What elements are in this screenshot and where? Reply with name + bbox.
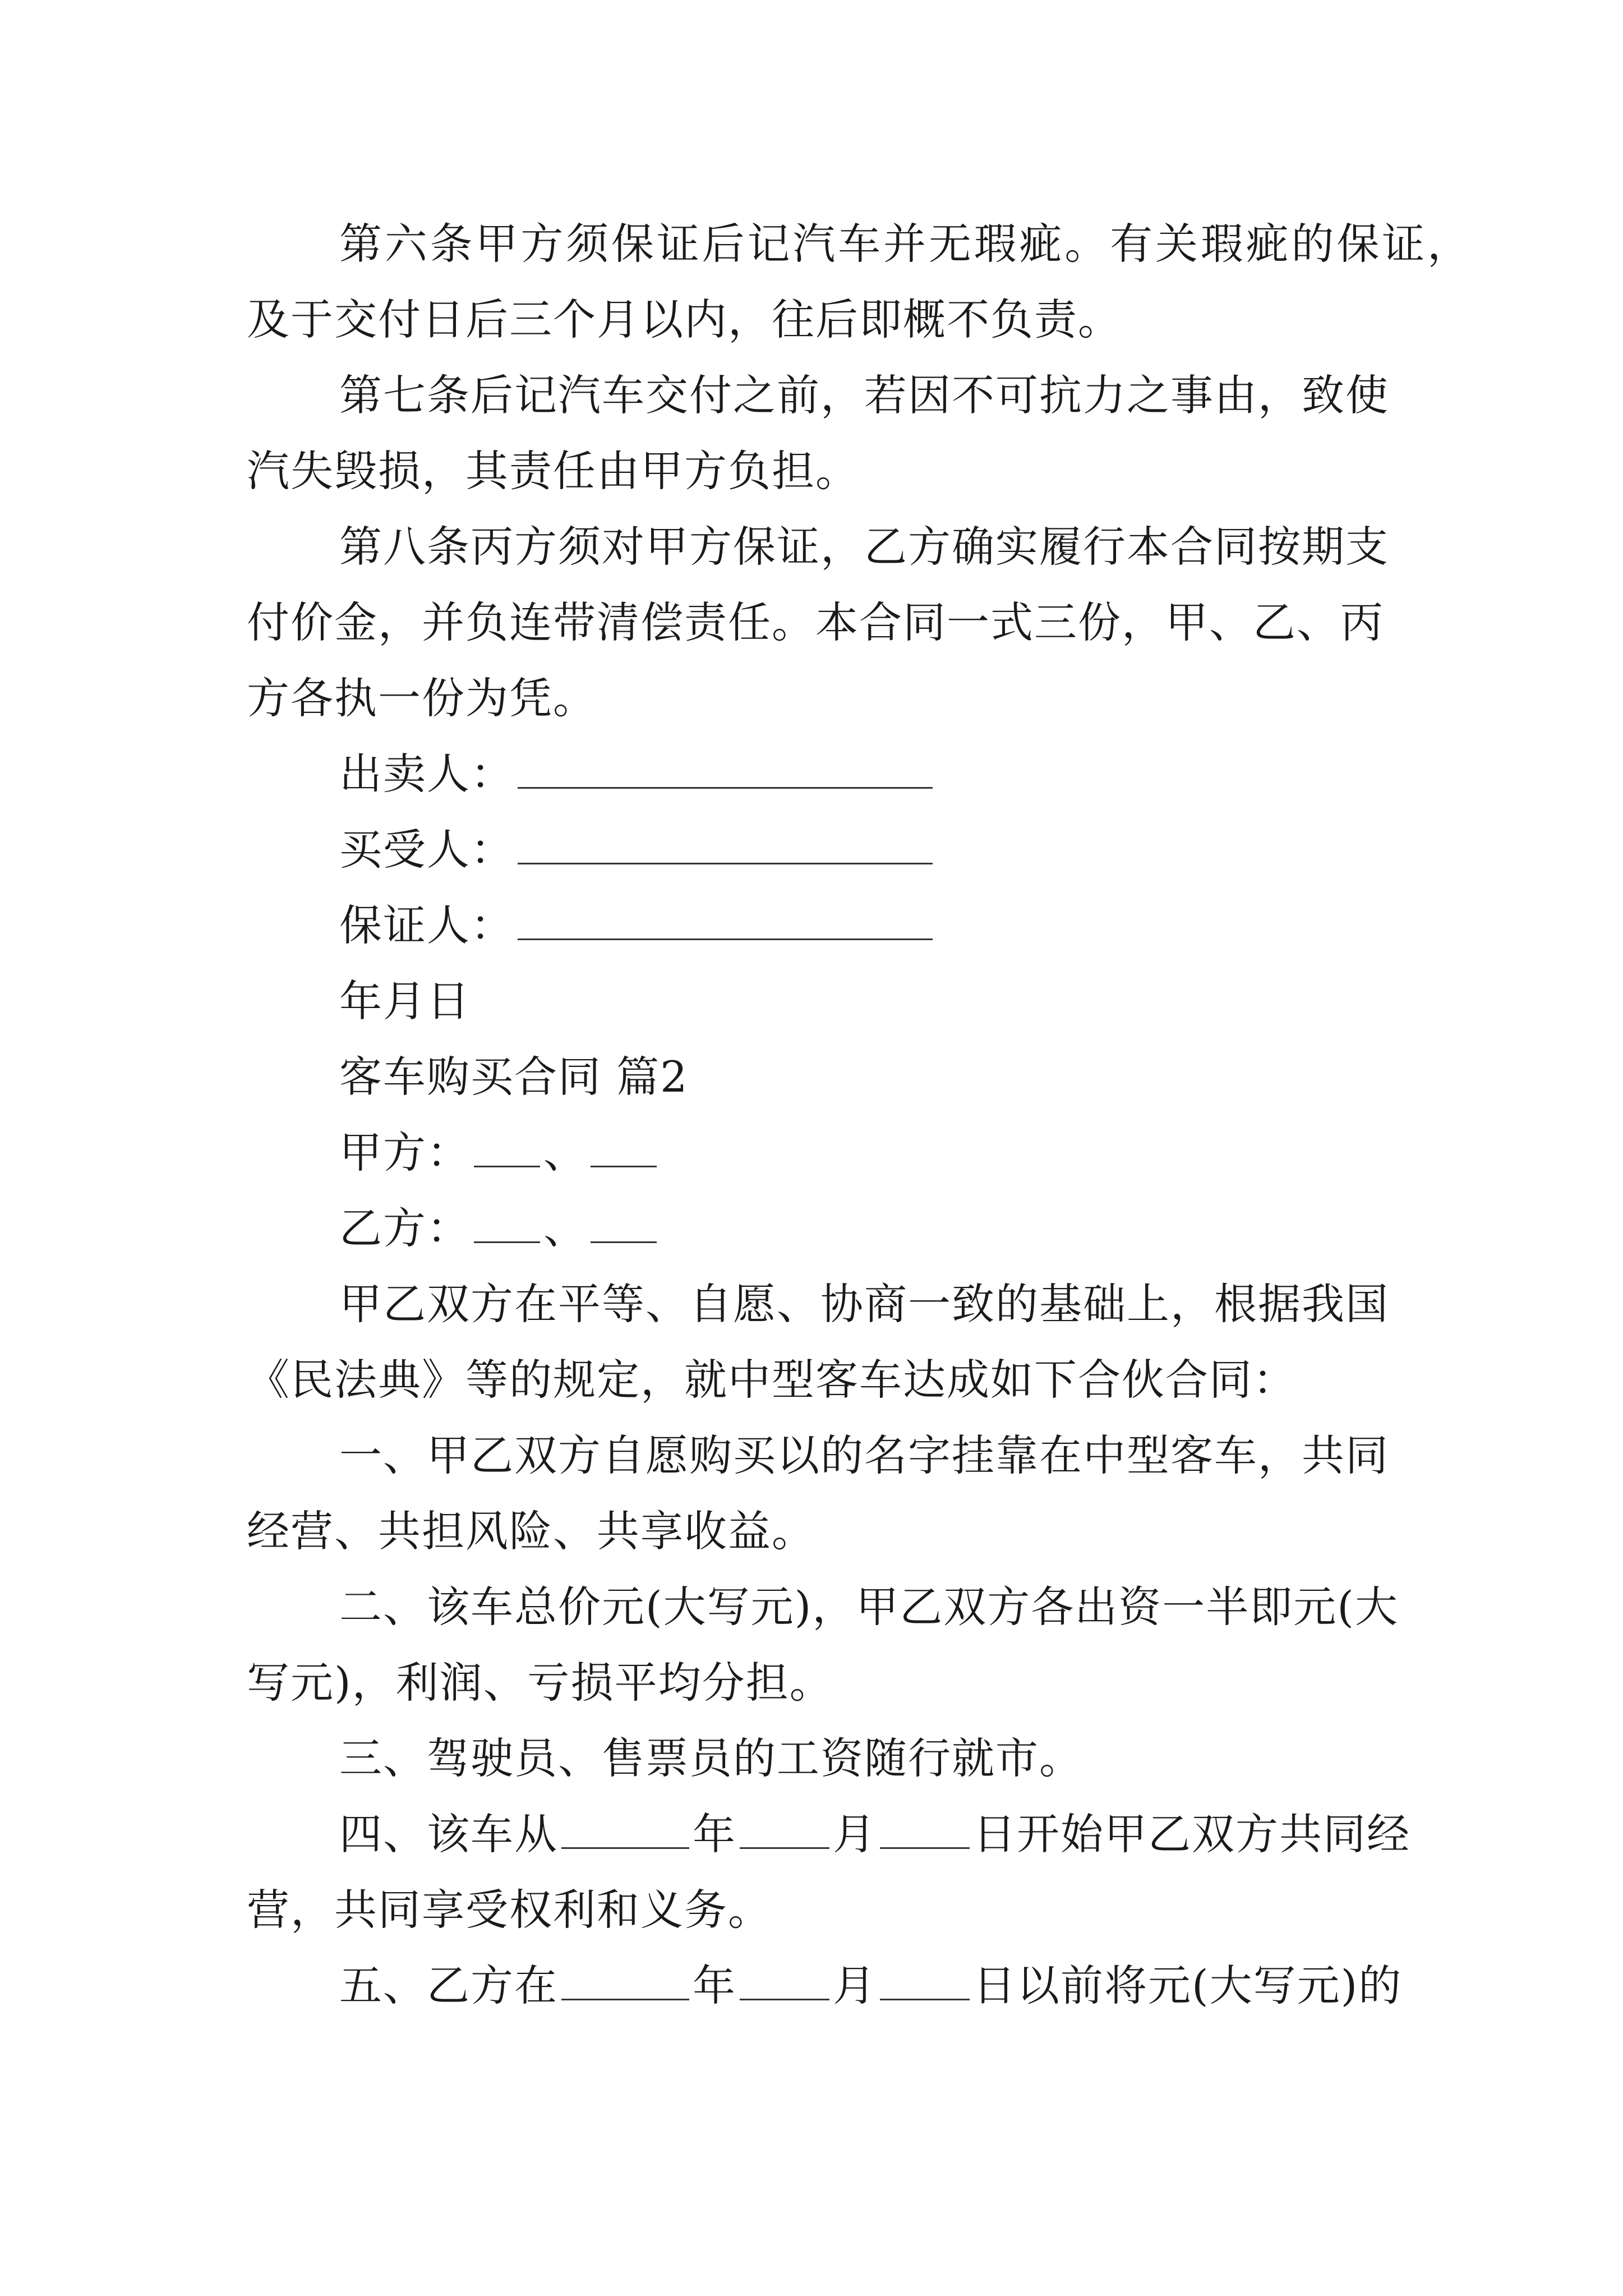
article7-line2: 汽失毁损，其责任由甲方负担。: [247, 446, 859, 496]
party-b-blank-1: [474, 1208, 540, 1243]
party-b-label: 乙方：: [339, 1203, 471, 1253]
seller-blank: [518, 753, 933, 789]
article8-line3: 方各执一份为凭。: [247, 673, 597, 723]
buyer-blank: [518, 829, 933, 864]
seller-label: 出卖人：: [339, 749, 514, 799]
guarantor-signature-line: [339, 898, 936, 954]
guarantor-label: 保证人：: [339, 900, 514, 950]
item4-year-blank: [561, 1814, 689, 1849]
buyer-signature-line: [339, 822, 936, 878]
article6-line1: 第六条甲方须保证后记汽车并无瑕疵。有关瑕疵的保证，: [339, 219, 1471, 269]
buyer-label: 买受人：: [339, 825, 514, 875]
party-a-blank-2: [591, 1132, 657, 1167]
party-a-line: [339, 1125, 660, 1181]
section2-title: 客车购买合同 篇2: [339, 1052, 689, 1102]
item5-year-blank: [561, 1965, 689, 2000]
item4-line1: [339, 1806, 1410, 1862]
item4-day-rest: 日开始甲乙双方共同经: [973, 1809, 1410, 1859]
item5-year-label: 年: [693, 1961, 736, 2010]
party-a-separator: 、: [543, 1128, 587, 1177]
party-a-label: 甲方：: [339, 1128, 471, 1177]
date-line: 年月日: [339, 976, 471, 1026]
item4-day-blank: [880, 1814, 970, 1849]
party-b-separator: 、: [543, 1203, 587, 1253]
item4-line2: 营，共同享受权利和义务。: [247, 1885, 772, 1935]
item3-line1: 三、驾驶员、售票员的工资随行就市。: [339, 1733, 1083, 1783]
item1-line1: 一、甲乙双方自愿购买以的名字挂靠在中型客车，共同: [339, 1430, 1389, 1480]
article6-line2: 及于交付日后三个月以内，往后即概不负责。: [247, 295, 1122, 344]
intro-line1: 甲乙双方在平等、自愿、协商一致的基础上，根据我国: [339, 1279, 1389, 1329]
intro-line2: 《民法典》等的规定，就中型客车达成如下合伙合同：: [247, 1355, 1297, 1405]
article8-line1: 第八条丙方须对甲方保证，乙方确实履行本合同按期支: [339, 522, 1389, 572]
item5-prefix: 五、乙方在: [339, 1961, 558, 2010]
item5-day-blank: [880, 1965, 970, 2000]
item4-month-blank: [740, 1814, 829, 1849]
article8-line2: 付价金，并负连带清偿责任。本合同一式三份，甲、乙、丙: [247, 597, 1384, 647]
item5-month-blank: [740, 1965, 829, 2000]
party-a-blank-1: [474, 1132, 540, 1167]
item5-month-label: 月: [833, 1961, 877, 2010]
item5-day-rest: 日以前将元(大写元)的: [973, 1961, 1403, 2010]
item5-line1: [339, 1958, 1402, 2014]
guarantor-blank: [518, 905, 933, 940]
article7-line1: 第七条后记汽车交付之前，若因不可抗力之事由，致使: [339, 370, 1389, 420]
item4-year-label: 年: [693, 1809, 736, 1859]
party-b-blank-2: [591, 1208, 657, 1243]
seller-signature-line: [339, 746, 936, 802]
party-b-line: [339, 1200, 660, 1257]
item4-prefix: 四、该车从: [339, 1809, 558, 1859]
item2-line2: 写元)，利润、亏损平均分担。: [247, 1658, 833, 1708]
item4-month-label: 月: [833, 1809, 877, 1859]
item1-line2: 经营、共担风险、共享收益。: [247, 1506, 815, 1556]
item2-line1: 二、该车总价元(大写元)，甲乙双方各出资一半即元(大: [339, 1582, 1399, 1632]
